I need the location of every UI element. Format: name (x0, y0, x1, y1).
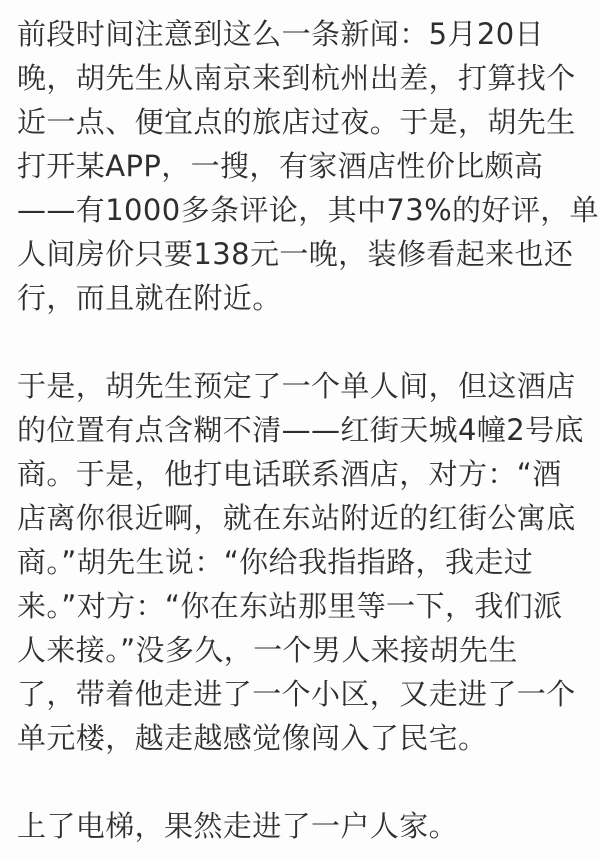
text-line: 前段时间注意到这么一条新闻：5月20日 (17, 17, 544, 51)
paragraph-3 (17, 804, 584, 848)
text-line: 人来接。”没多久，一个男人来接胡先生 (17, 633, 518, 667)
text-line: ——有1000多条评论，其中73%的好评，单 (17, 193, 600, 227)
text-line: 商。于是，他打电话联系酒店，对方：“酒 (17, 457, 562, 491)
text-line: 行，而且就在附近。 (17, 281, 282, 315)
paragraph-spacer (17, 320, 584, 364)
text-line: 的位置有点含糊不清——红街天城4幢2号底 (17, 413, 584, 447)
text-line: 商。”胡先生说：“你给我指指路，我走过 (17, 545, 534, 579)
paragraph-spacer (17, 760, 584, 804)
text-line: 来。”对方：“你在东站那里等一下，我们派 (17, 589, 563, 623)
text-line: 单元楼，越走越感觉像闯入了民宅。 (17, 721, 488, 755)
text-line: 了，带着他走进了一个小区，又走进了一个 (17, 677, 576, 711)
text-line: 上了电梯，果然走进了一户人家。 (17, 809, 459, 843)
text-line: 于是，胡先生预定了一个单人间，但这酒店 (17, 369, 576, 403)
text-line: 人间房价只要138元一晚，装修看起来也还 (17, 237, 574, 271)
text-line: 晚，胡先生从南京来到杭州出差，打算找个 (17, 61, 576, 95)
paragraph-1 (17, 12, 600, 320)
text-line: 近一点、便宜点的旅店过夜。于是，胡先生 (17, 105, 576, 139)
text-line: 打开某APP，一搜，有家酒店性价比颇高 (17, 149, 544, 183)
paragraph-2 (17, 364, 584, 760)
text-line: 店离你很近啊，就在东站附近的红街公寓底 (17, 501, 576, 535)
